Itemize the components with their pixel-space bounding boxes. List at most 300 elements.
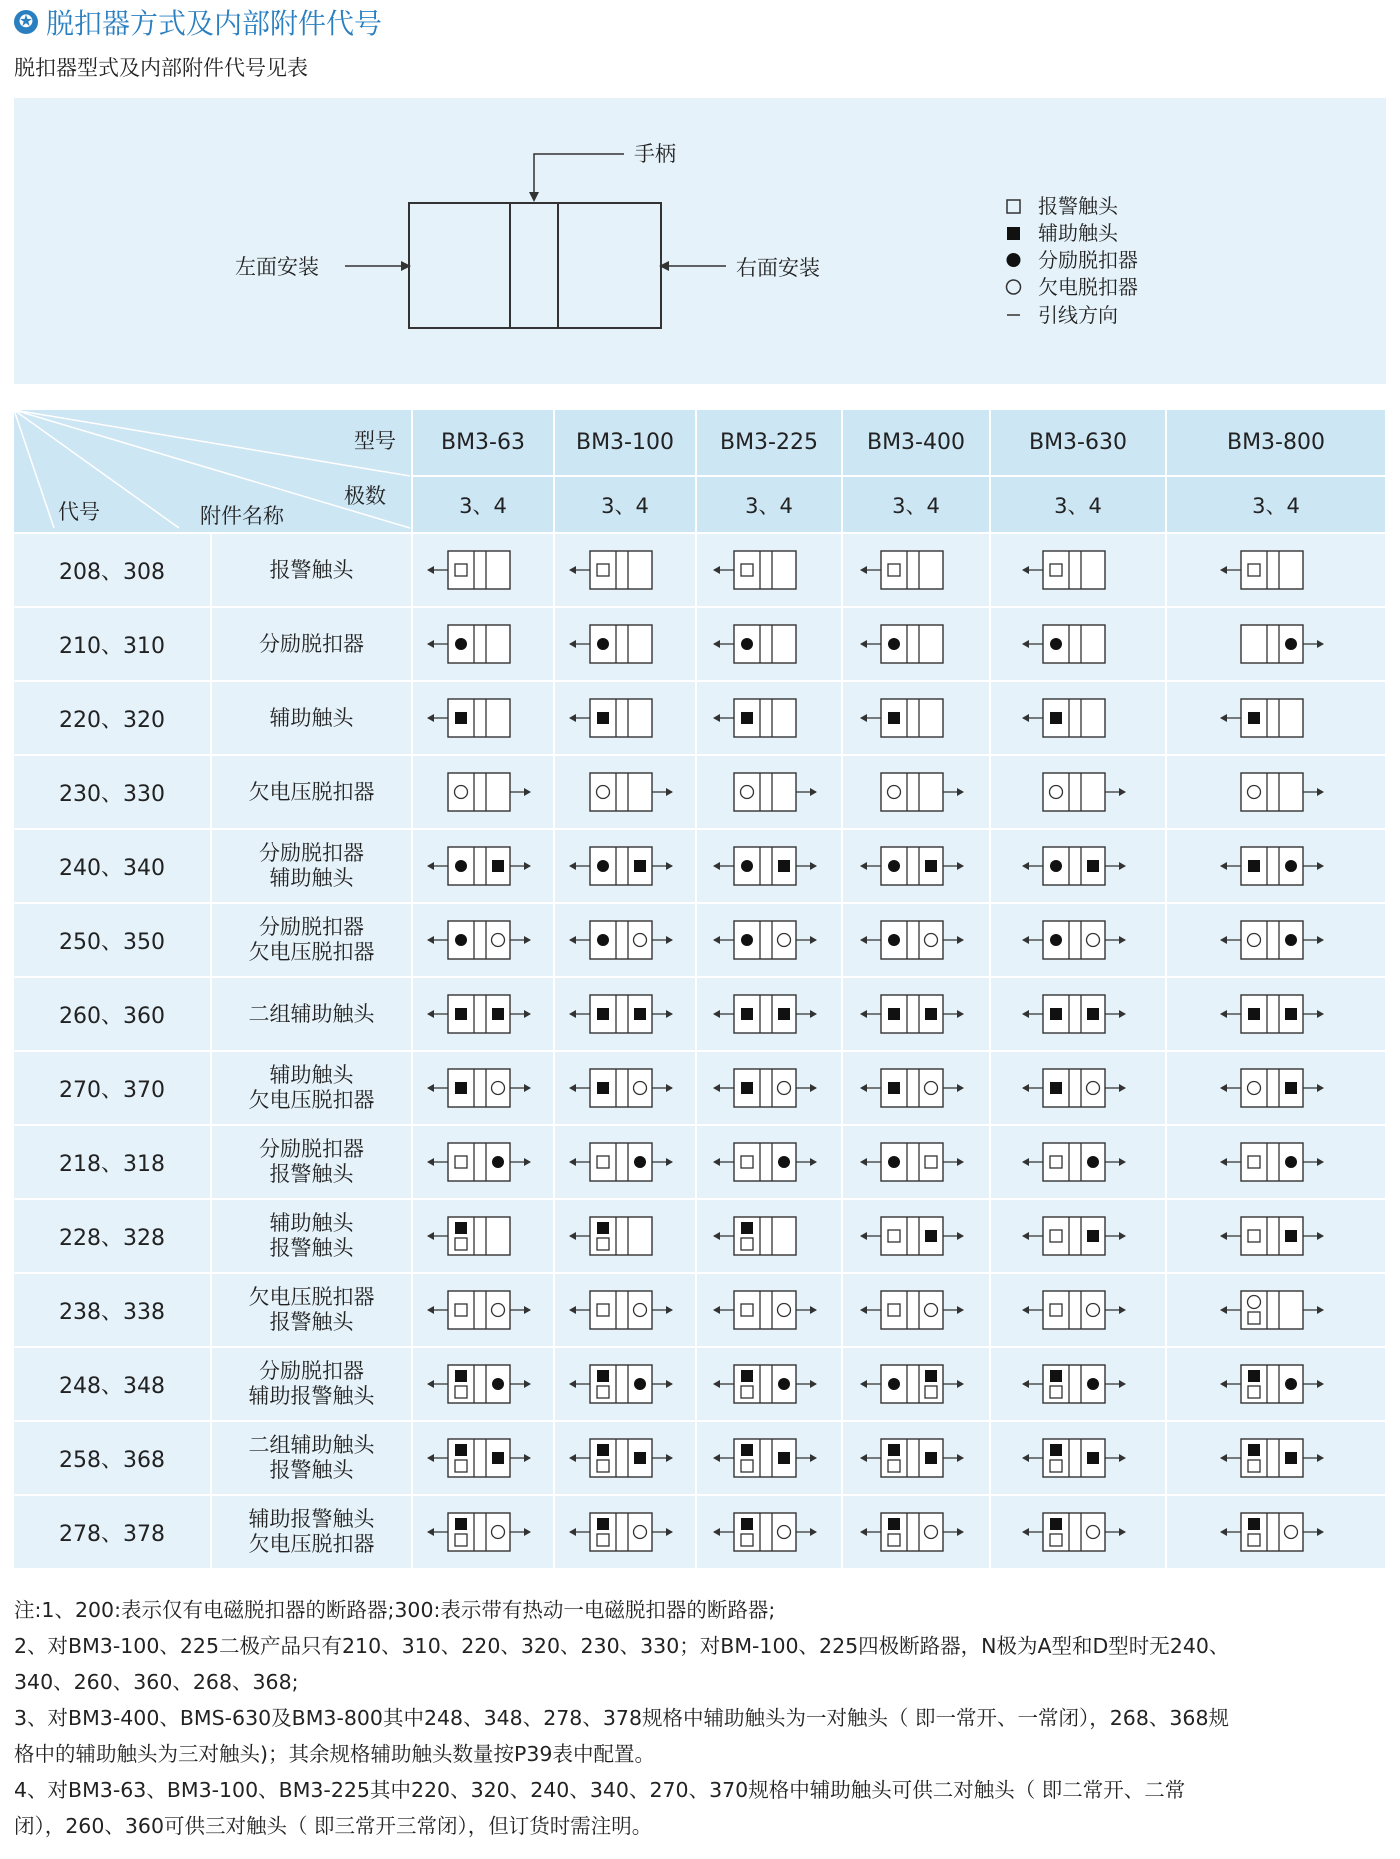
arrow-left-icon <box>1022 640 1029 648</box>
arrow-left-icon <box>1220 1010 1227 1018</box>
arrow-right-icon <box>666 1528 673 1536</box>
arrow-left-icon <box>427 1084 434 1092</box>
filled-square-icon <box>597 1082 609 1094</box>
accessory-symbol <box>418 756 548 828</box>
accessory-symbol <box>1013 534 1143 606</box>
accessory-name-line: 辅助报警触头 <box>248 1384 375 1408</box>
note-line: 格中的辅助触头为三对触头)；其余规格辅助触头数量按P39表中配置。 <box>14 1742 655 1766</box>
filled-circle-icon <box>634 1156 646 1168</box>
symbol-cell <box>412 533 554 607</box>
model-header: BM3-400 <box>842 410 990 476</box>
arrow-right-icon <box>957 1306 964 1314</box>
arrow-right-icon <box>524 1306 531 1314</box>
symbol-cell <box>990 1199 1166 1273</box>
arrow-left-icon <box>1220 566 1227 574</box>
symbol-cell <box>696 1421 842 1495</box>
note-line: 闭），260、360可供三对触头（ 即三常开三常闭），但订货时需注明。 <box>14 1814 653 1838</box>
model-header: BM3-100 <box>554 410 696 476</box>
accessory-name-line: 二组辅助触头 <box>248 1001 375 1026</box>
open-circle-icon <box>634 1304 647 1317</box>
accessory-symbol <box>704 608 834 680</box>
legend-label: 报警触头 <box>1038 194 1118 218</box>
filled-square-icon <box>778 1008 790 1020</box>
symbol-cell <box>554 1273 696 1347</box>
open-square-icon <box>597 1304 609 1316</box>
filled-square-icon <box>492 860 504 872</box>
arrow-left-icon <box>427 1158 434 1166</box>
open-square-icon <box>1248 564 1260 576</box>
code-cell: 260、360 <box>14 977 211 1051</box>
arrow-right-icon <box>957 788 964 796</box>
symbol-cell <box>696 533 842 607</box>
accessory-symbol <box>418 904 548 976</box>
filled-square-icon <box>492 1452 504 1464</box>
legend-label: 欠电脱扣器 <box>1038 275 1138 299</box>
open-square-icon <box>1050 1534 1062 1546</box>
open-circle-icon <box>492 934 505 947</box>
accessory-name-cell <box>211 903 412 977</box>
arrow-left-icon <box>860 640 867 648</box>
open-circle-icon <box>634 1082 647 1095</box>
arrow-left-icon <box>713 640 720 648</box>
table-row <box>14 903 1386 977</box>
arrow-left-icon <box>569 1232 576 1240</box>
open-circle-icon <box>925 934 938 947</box>
code-cell: 230、330 <box>14 755 211 829</box>
accessory-symbol <box>560 904 690 976</box>
code-cell: 208、308 <box>14 533 211 607</box>
filled-square-icon <box>741 1082 753 1094</box>
filled-square-icon <box>634 1452 646 1464</box>
accessory-name-line: 欠电压脱扣器 <box>248 779 375 804</box>
symbol-cell <box>842 1051 990 1125</box>
accessory-symbol <box>1013 756 1143 828</box>
filled-square-icon <box>925 1008 937 1020</box>
open-square-icon <box>1050 1460 1062 1472</box>
symbol-cell <box>696 829 842 903</box>
symbol-cell <box>990 977 1166 1051</box>
symbol-cell <box>1166 533 1386 607</box>
accessory-symbol <box>851 1052 981 1124</box>
arrow-right-icon <box>957 1010 964 1018</box>
arrow-left-icon <box>860 1084 867 1092</box>
poles-header: 3、4 <box>412 476 554 533</box>
open-square-icon <box>455 1156 467 1168</box>
arrow-left-icon <box>860 1158 867 1166</box>
arrow-left-icon <box>427 1232 434 1240</box>
open-square-icon <box>741 564 753 576</box>
accessory-symbol <box>704 904 834 976</box>
filled-square-icon <box>1007 227 1020 240</box>
arrow-left-icon <box>569 1454 576 1462</box>
accessory-symbol <box>704 534 834 606</box>
note-line: 4、对BM3-63、BM3-100、BM3-225其中220、320、240、340、270、370规格中辅助触头可供二对触头（ 即二常开、二常 <box>14 1778 1186 1802</box>
filled-square-icon <box>1285 1082 1297 1094</box>
accessory-symbol <box>418 1422 548 1494</box>
installation-diagram-panel <box>14 98 1386 384</box>
arrow-left-icon <box>1220 1158 1227 1166</box>
symbol-cell <box>554 1051 696 1125</box>
filled-square-icon <box>741 712 753 724</box>
arrow-right-icon <box>524 1010 531 1018</box>
filled-circle-icon <box>1050 860 1062 872</box>
accessory-name-cell <box>211 1495 412 1569</box>
filled-square-icon <box>778 860 790 872</box>
filled-square-icon <box>597 1222 609 1234</box>
symbol-cell <box>1166 977 1386 1051</box>
arrow-right-icon <box>1317 1454 1324 1462</box>
symbol-cell <box>842 755 990 829</box>
open-circle-icon <box>492 1526 505 1539</box>
arrow-right-icon <box>1119 862 1126 870</box>
accessory-name-line: 欠电压脱扣器 <box>248 1088 375 1112</box>
accessory-name-cell <box>211 829 412 903</box>
accessory-symbol <box>418 1052 548 1124</box>
accessory-name-cell <box>211 607 412 681</box>
code-cell: 210、310 <box>14 607 211 681</box>
filled-square-icon <box>634 860 646 872</box>
accessory-name-line: 辅助触头 <box>269 1063 354 1087</box>
filled-square-icon <box>1248 860 1260 872</box>
filled-square-icon <box>1087 1452 1099 1464</box>
arrow-left-icon <box>1022 936 1029 944</box>
open-circle-icon <box>455 786 468 799</box>
symbol-cell <box>990 681 1166 755</box>
arrow-right-icon <box>1317 788 1324 796</box>
table-row <box>14 1051 1386 1125</box>
code-cell: 218、318 <box>14 1125 211 1199</box>
arrow-left-icon <box>860 714 867 722</box>
symbol-cell <box>554 1347 696 1421</box>
open-square-icon <box>741 1304 753 1316</box>
filled-circle-icon <box>1285 934 1297 946</box>
arrow-right-icon <box>524 1454 531 1462</box>
arrow-right-icon <box>957 1380 964 1388</box>
symbol-cell <box>1166 1125 1386 1199</box>
filled-circle-icon <box>741 638 753 650</box>
arrow-right-icon <box>524 788 531 796</box>
filled-circle-icon <box>492 1378 504 1390</box>
open-square-icon <box>888 1460 900 1472</box>
note-line: 340、260、360、268、368; <box>14 1670 299 1694</box>
open-square-icon <box>741 1460 753 1472</box>
accessory-symbol <box>704 830 834 902</box>
open-square-icon <box>455 1304 467 1316</box>
accessory-symbol <box>560 1274 690 1346</box>
accessory-name-line: 欠电压脱扣器 <box>248 1532 375 1556</box>
arrow-right-icon <box>957 862 964 870</box>
poles-header: 3、4 <box>1166 476 1386 533</box>
filled-square-icon <box>1087 1008 1099 1020</box>
arrow-left-icon <box>1220 714 1227 722</box>
accessory-symbol <box>560 830 690 902</box>
symbol-legend <box>1007 194 1139 327</box>
arrow-right-icon <box>1119 1010 1126 1018</box>
accessory-symbol <box>560 1126 690 1198</box>
handle-arrowhead <box>529 192 539 202</box>
filled-circle-icon <box>1285 1378 1297 1390</box>
accessory-symbol <box>704 1274 834 1346</box>
symbol-cell <box>696 903 842 977</box>
arrow-left-icon <box>1022 1010 1029 1018</box>
symbol-cell <box>554 903 696 977</box>
arrow-right-icon <box>666 936 673 944</box>
symbol-cell <box>1166 1199 1386 1273</box>
code-cell: 278、378 <box>14 1495 211 1569</box>
accessory-symbol <box>1013 1126 1143 1198</box>
arrow-right-icon <box>666 1010 673 1018</box>
symbol-cell <box>842 1347 990 1421</box>
accessory-symbol <box>1211 1348 1341 1420</box>
accessory-symbol <box>1211 1274 1341 1346</box>
arrow-right-icon <box>1317 1232 1324 1240</box>
symbol-cell <box>990 1051 1166 1125</box>
arrow-left-icon <box>713 714 720 722</box>
filled-circle-icon <box>888 860 900 872</box>
arrow-left-icon <box>1022 1380 1029 1388</box>
filled-square-icon <box>888 1444 900 1456</box>
arrow-right-icon <box>1119 1232 1126 1240</box>
open-square-icon <box>1050 1156 1062 1168</box>
accessory-symbol <box>1013 1422 1143 1494</box>
filled-square-icon <box>741 1370 753 1382</box>
symbol-cell <box>990 607 1166 681</box>
arrow-right-icon <box>666 1454 673 1462</box>
accessory-symbol <box>1211 830 1341 902</box>
accessory-symbol <box>418 534 548 606</box>
filled-square-icon <box>925 1230 937 1242</box>
symbol-cell <box>554 681 696 755</box>
open-circle-icon <box>1087 1526 1100 1539</box>
accessory-symbol <box>560 756 690 828</box>
code-cell: 250、350 <box>14 903 211 977</box>
table-row <box>14 1125 1386 1199</box>
symbol-cell <box>554 829 696 903</box>
arrow-left-icon <box>569 1010 576 1018</box>
symbol-cell <box>554 607 696 681</box>
accessory-symbol <box>1211 1126 1341 1198</box>
filled-circle-icon <box>597 638 609 650</box>
arrow-left-icon <box>713 1010 720 1018</box>
filled-square-icon <box>597 1518 609 1530</box>
accessory-symbol <box>560 682 690 754</box>
arrow-right-icon <box>666 788 673 796</box>
filled-circle-icon <box>888 934 900 946</box>
symbol-cell <box>842 1125 990 1199</box>
accessory-name-line: 报警触头 <box>269 1162 354 1186</box>
symbol-cell <box>412 607 554 681</box>
open-square-icon <box>597 1386 609 1398</box>
symbol-cell <box>412 1421 554 1495</box>
symbol-cell <box>990 1495 1166 1569</box>
symbol-cell <box>842 1495 990 1569</box>
filled-square-icon <box>1050 1082 1062 1094</box>
accessory-symbol <box>704 1422 834 1494</box>
accessory-symbol <box>1211 1200 1341 1272</box>
symbol-cell <box>696 1347 842 1421</box>
accessory-symbol <box>1013 1348 1143 1420</box>
symbol-cell <box>412 681 554 755</box>
accessory-name-line: 分励脱扣器 <box>259 1359 364 1383</box>
symbol-cell <box>1166 1051 1386 1125</box>
accessory-symbol <box>1211 534 1341 606</box>
arrow-left-icon <box>713 1454 720 1462</box>
accessory-symbol <box>1013 978 1143 1050</box>
accessory-name-cell <box>211 1199 412 1273</box>
accessory-symbol <box>418 1274 548 1346</box>
arrow-right-icon <box>810 936 817 944</box>
symbol-cell <box>842 829 990 903</box>
arrow-right-icon <box>524 1084 531 1092</box>
filled-square-icon <box>1087 1230 1099 1242</box>
arrow-left-icon <box>569 1306 576 1314</box>
filled-square-icon <box>741 1518 753 1530</box>
accessory-symbol <box>418 682 548 754</box>
open-square-icon <box>597 1460 609 1472</box>
symbol-cell <box>990 755 1166 829</box>
filled-circle-icon <box>455 934 467 946</box>
accessory-symbol <box>418 1126 548 1198</box>
arrow-right-icon <box>524 1528 531 1536</box>
symbol-cell <box>990 903 1166 977</box>
filled-square-icon <box>634 1008 646 1020</box>
legend-label: 分励脱扣器 <box>1038 248 1138 272</box>
filled-circle-icon <box>778 1378 790 1390</box>
accessory-symbol <box>560 1496 690 1568</box>
arrow-right-icon <box>957 936 964 944</box>
accessory-symbol <box>704 978 834 1050</box>
handle-arrow <box>534 154 624 196</box>
arrow-left-icon <box>569 936 576 944</box>
filled-square-icon <box>1087 860 1099 872</box>
symbol-cell <box>1166 607 1386 681</box>
accessory-symbol <box>851 682 981 754</box>
accessory-name-line: 分励脱扣器 <box>259 915 364 939</box>
open-square-icon <box>1248 1230 1260 1242</box>
open-square-icon <box>741 1238 753 1250</box>
accessory-symbol <box>560 978 690 1050</box>
arrow-right-icon <box>1317 1010 1324 1018</box>
accessory-symbol <box>851 904 981 976</box>
arrow-left-icon <box>569 714 576 722</box>
filled-circle-icon <box>1087 1378 1099 1390</box>
open-square-icon <box>888 1534 900 1546</box>
symbol-cell <box>412 1199 554 1273</box>
symbol-cell <box>696 755 842 829</box>
accessory-symbol <box>1211 1496 1341 1568</box>
table-row <box>14 755 1386 829</box>
table-corner-header <box>14 410 412 533</box>
symbol-cell <box>842 1273 990 1347</box>
arrow-left-icon <box>427 1306 434 1314</box>
arrow-left-icon <box>713 1306 720 1314</box>
open-circle-icon <box>597 786 610 799</box>
corner-poles-label: 极数 <box>344 484 386 508</box>
arrow-left-icon <box>1022 862 1029 870</box>
open-square-icon <box>455 1534 467 1546</box>
symbol-cell <box>990 1273 1166 1347</box>
symbol-cell <box>696 977 842 1051</box>
filled-square-icon <box>778 1452 790 1464</box>
open-square-icon <box>888 1230 900 1242</box>
symbol-cell <box>696 1051 842 1125</box>
open-square-icon <box>597 1156 609 1168</box>
poles-header: 3、4 <box>554 476 696 533</box>
filled-square-icon <box>597 1444 609 1456</box>
filled-square-icon <box>597 1370 609 1382</box>
symbol-cell <box>696 1273 842 1347</box>
model-header: BM3-225 <box>696 410 842 476</box>
arrow-left-icon <box>1022 1158 1029 1166</box>
accessory-symbol <box>1013 830 1143 902</box>
arrow-right-icon <box>1317 936 1324 944</box>
open-square-icon <box>597 1534 609 1546</box>
filled-square-icon <box>597 712 609 724</box>
arrow-right-icon <box>810 1010 817 1018</box>
arrow-left-icon <box>1022 1084 1029 1092</box>
code-cell: 220、320 <box>14 681 211 755</box>
symbol-cell <box>412 1051 554 1125</box>
filled-square-icon <box>925 860 937 872</box>
arrow-right-icon <box>1119 1380 1126 1388</box>
accessory-name-line: 辅助触头 <box>269 866 354 890</box>
open-square-icon <box>741 1156 753 1168</box>
code-cell: 238、338 <box>14 1273 211 1347</box>
filled-square-icon <box>597 1008 609 1020</box>
open-square-icon <box>1248 1460 1260 1472</box>
arrow-left-icon <box>860 1010 867 1018</box>
accessory-name-line: 报警触头 <box>269 1458 354 1482</box>
arrow-right-icon <box>524 862 531 870</box>
arrow-right-icon <box>810 788 817 796</box>
arrow-right-icon <box>810 1306 817 1314</box>
accessory-symbol <box>1013 904 1143 976</box>
accessory-name-line: 分励脱扣器 <box>259 841 364 865</box>
accessory-name-cell <box>211 681 412 755</box>
symbol-cell <box>1166 755 1386 829</box>
arrow-right-icon <box>810 862 817 870</box>
symbol-cell <box>554 533 696 607</box>
arrow-left-icon <box>1220 1084 1227 1092</box>
accessory-symbol <box>418 978 548 1050</box>
code-cell: 258、368 <box>14 1421 211 1495</box>
open-square-icon <box>888 1304 900 1316</box>
accessory-symbol <box>1211 756 1341 828</box>
open-circle-icon <box>1007 280 1021 294</box>
arrow-right-icon <box>1119 1084 1126 1092</box>
filled-circle-icon <box>741 934 753 946</box>
open-circle-icon <box>492 1304 505 1317</box>
symbol-cell <box>696 681 842 755</box>
arrow-right-icon <box>1119 936 1126 944</box>
symbol-cell <box>1166 1273 1386 1347</box>
symbol-cell <box>990 1125 1166 1199</box>
open-circle-icon <box>1248 1082 1261 1095</box>
symbol-cell <box>842 903 990 977</box>
accessory-name-cell <box>211 1421 412 1495</box>
open-square-icon <box>1050 1304 1062 1316</box>
arrow-left-icon <box>1220 936 1227 944</box>
arrow-left-icon <box>569 862 576 870</box>
arrow-right-icon <box>957 1158 964 1166</box>
arrow-left-icon <box>1022 714 1029 722</box>
accessory-symbol <box>851 830 981 902</box>
filled-circle-icon <box>1050 934 1062 946</box>
filled-square-icon <box>1285 1230 1297 1242</box>
filled-square-icon <box>1248 1370 1260 1382</box>
open-circle-icon <box>492 1082 505 1095</box>
filled-circle-icon <box>1050 638 1062 650</box>
